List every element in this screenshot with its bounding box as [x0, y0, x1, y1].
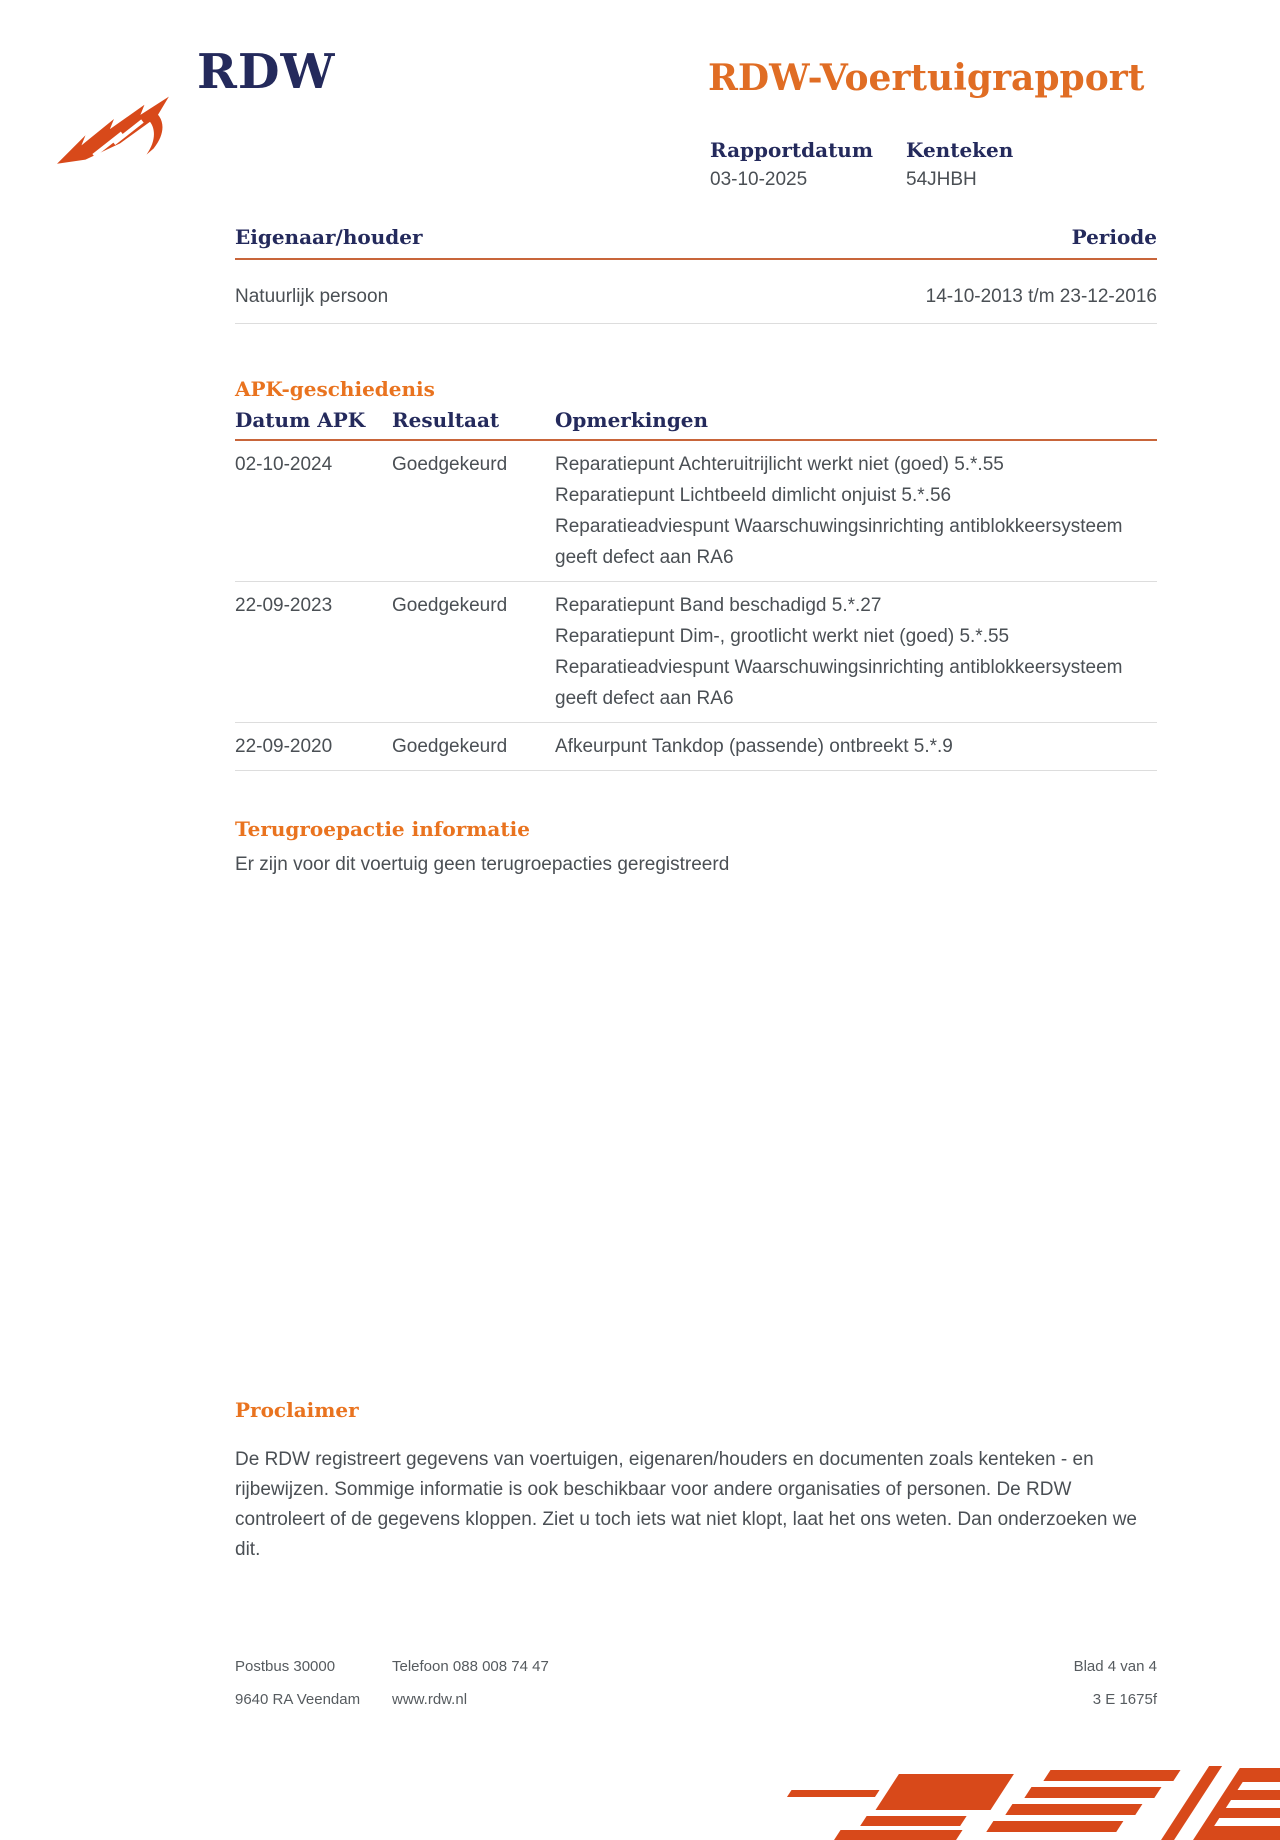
owner-heading: Eigenaar/houder [235, 225, 423, 249]
footer-website: www.rdw.nl [392, 1691, 468, 1708]
footer-address-line2: 9640 RA Veendam [235, 1691, 361, 1708]
proclaimer-section [235, 1398, 1165, 1565]
page-title: RDW-Voertuigrapport [708, 57, 1145, 99]
apk-date: 02-10-2024 [235, 454, 333, 475]
apk-date: 22-09-2023 [235, 595, 333, 616]
period-value: 14-10-2013 t/m 23-12-2016 [925, 286, 1157, 307]
table-row [235, 441, 1157, 582]
remark-line: Reparatiepunt Achteruitrijlicht werkt niet (goed) 5.*.55 [555, 454, 1004, 475]
column-header-remarks: Opmerkingen [555, 408, 709, 432]
table-row [235, 582, 1157, 723]
footer-page-indicator: Blad 4 van 4 [1073, 1658, 1157, 1675]
apk-result: Goedgekeurd [392, 454, 508, 475]
recall-text: Er zijn voor dit voertuig geen terugroepacties geregistreerd [235, 854, 730, 875]
report-meta [710, 138, 1013, 191]
remark-line: geeft defect aan RA6 [555, 688, 734, 709]
rdw-logo-text: RDW [197, 44, 336, 100]
column-header-date: Datum APK [235, 408, 366, 432]
rdw-feather-icon [55, 74, 177, 166]
page-footer [235, 1658, 1157, 1708]
apk-result: Goedgekeurd [392, 736, 508, 757]
apk-history-table [235, 408, 1157, 771]
apk-date: 22-09-2020 [235, 736, 333, 757]
apk-remarks [555, 590, 1157, 714]
remark-line: Reparatieadviespunt Waarschuwingsinrichting antiblokkeersysteem [555, 516, 1123, 537]
proclaimer-heading: Proclaimer [235, 1398, 359, 1422]
remark-line: Reparatieadviespunt Waarschuwingsinrichting antiblokkeersysteem [555, 657, 1123, 678]
remark-line: geeft defect aan RA6 [555, 547, 734, 568]
recall-heading: Terugroepactie informatie [235, 817, 530, 841]
apk-table-header [235, 408, 1157, 441]
owner-values-row [235, 286, 1157, 324]
owner-type-value: Natuurlijk persoon [235, 286, 389, 307]
remark-line: Reparatiepunt Lichtbeeld dimlicht onjuist 5.*.56 [555, 485, 952, 506]
period-heading: Periode [1071, 225, 1157, 249]
apk-history-heading: APK-geschiedenis [235, 377, 435, 401]
table-row [235, 723, 1157, 771]
apk-result: Goedgekeurd [392, 595, 508, 616]
remark-line: Reparatiepunt Band beschadigd 5.*.27 [555, 595, 882, 616]
footer-form-code: 3 E 1675f [1092, 1691, 1157, 1708]
owner-section-header [235, 225, 1157, 260]
main-content [235, 225, 1157, 876]
remark-line: Reparatiepunt Dim-, grootlicht werkt niet (goed) 5.*.55 [555, 626, 1010, 647]
apk-remarks [555, 731, 1157, 762]
proclaimer-text: De RDW registreert gegevens van voertuigen, eigenaren/houders en documenten zoals kenteken - en rijbewijzen. Sommige informatie is ook beschikbaar voor andere organisaties of personen. De RDW controleert of de gegevens kloppen. Ziet u toch iets wat niet klopt, laat het ons weten. Dan onderzoeken we dit. [235, 1449, 1137, 1560]
report-date-label: Rapportdatum [710, 138, 874, 162]
rdw-stripes-decoration-icon [678, 1760, 1280, 1840]
report-date-value: 03-10-2025 [710, 169, 808, 190]
apk-remarks [555, 449, 1157, 573]
column-header-result: Resultaat [392, 408, 500, 432]
footer-phone: Telefoon 088 008 74 47 [392, 1658, 549, 1675]
license-plate-label: Kenteken [906, 138, 1014, 162]
license-plate-value: 54JHBH [906, 169, 977, 190]
footer-address-line1: Postbus 30000 [235, 1658, 336, 1675]
remark-line: Afkeurpunt Tankdop (passende) ontbreekt 5.*.9 [555, 736, 953, 757]
